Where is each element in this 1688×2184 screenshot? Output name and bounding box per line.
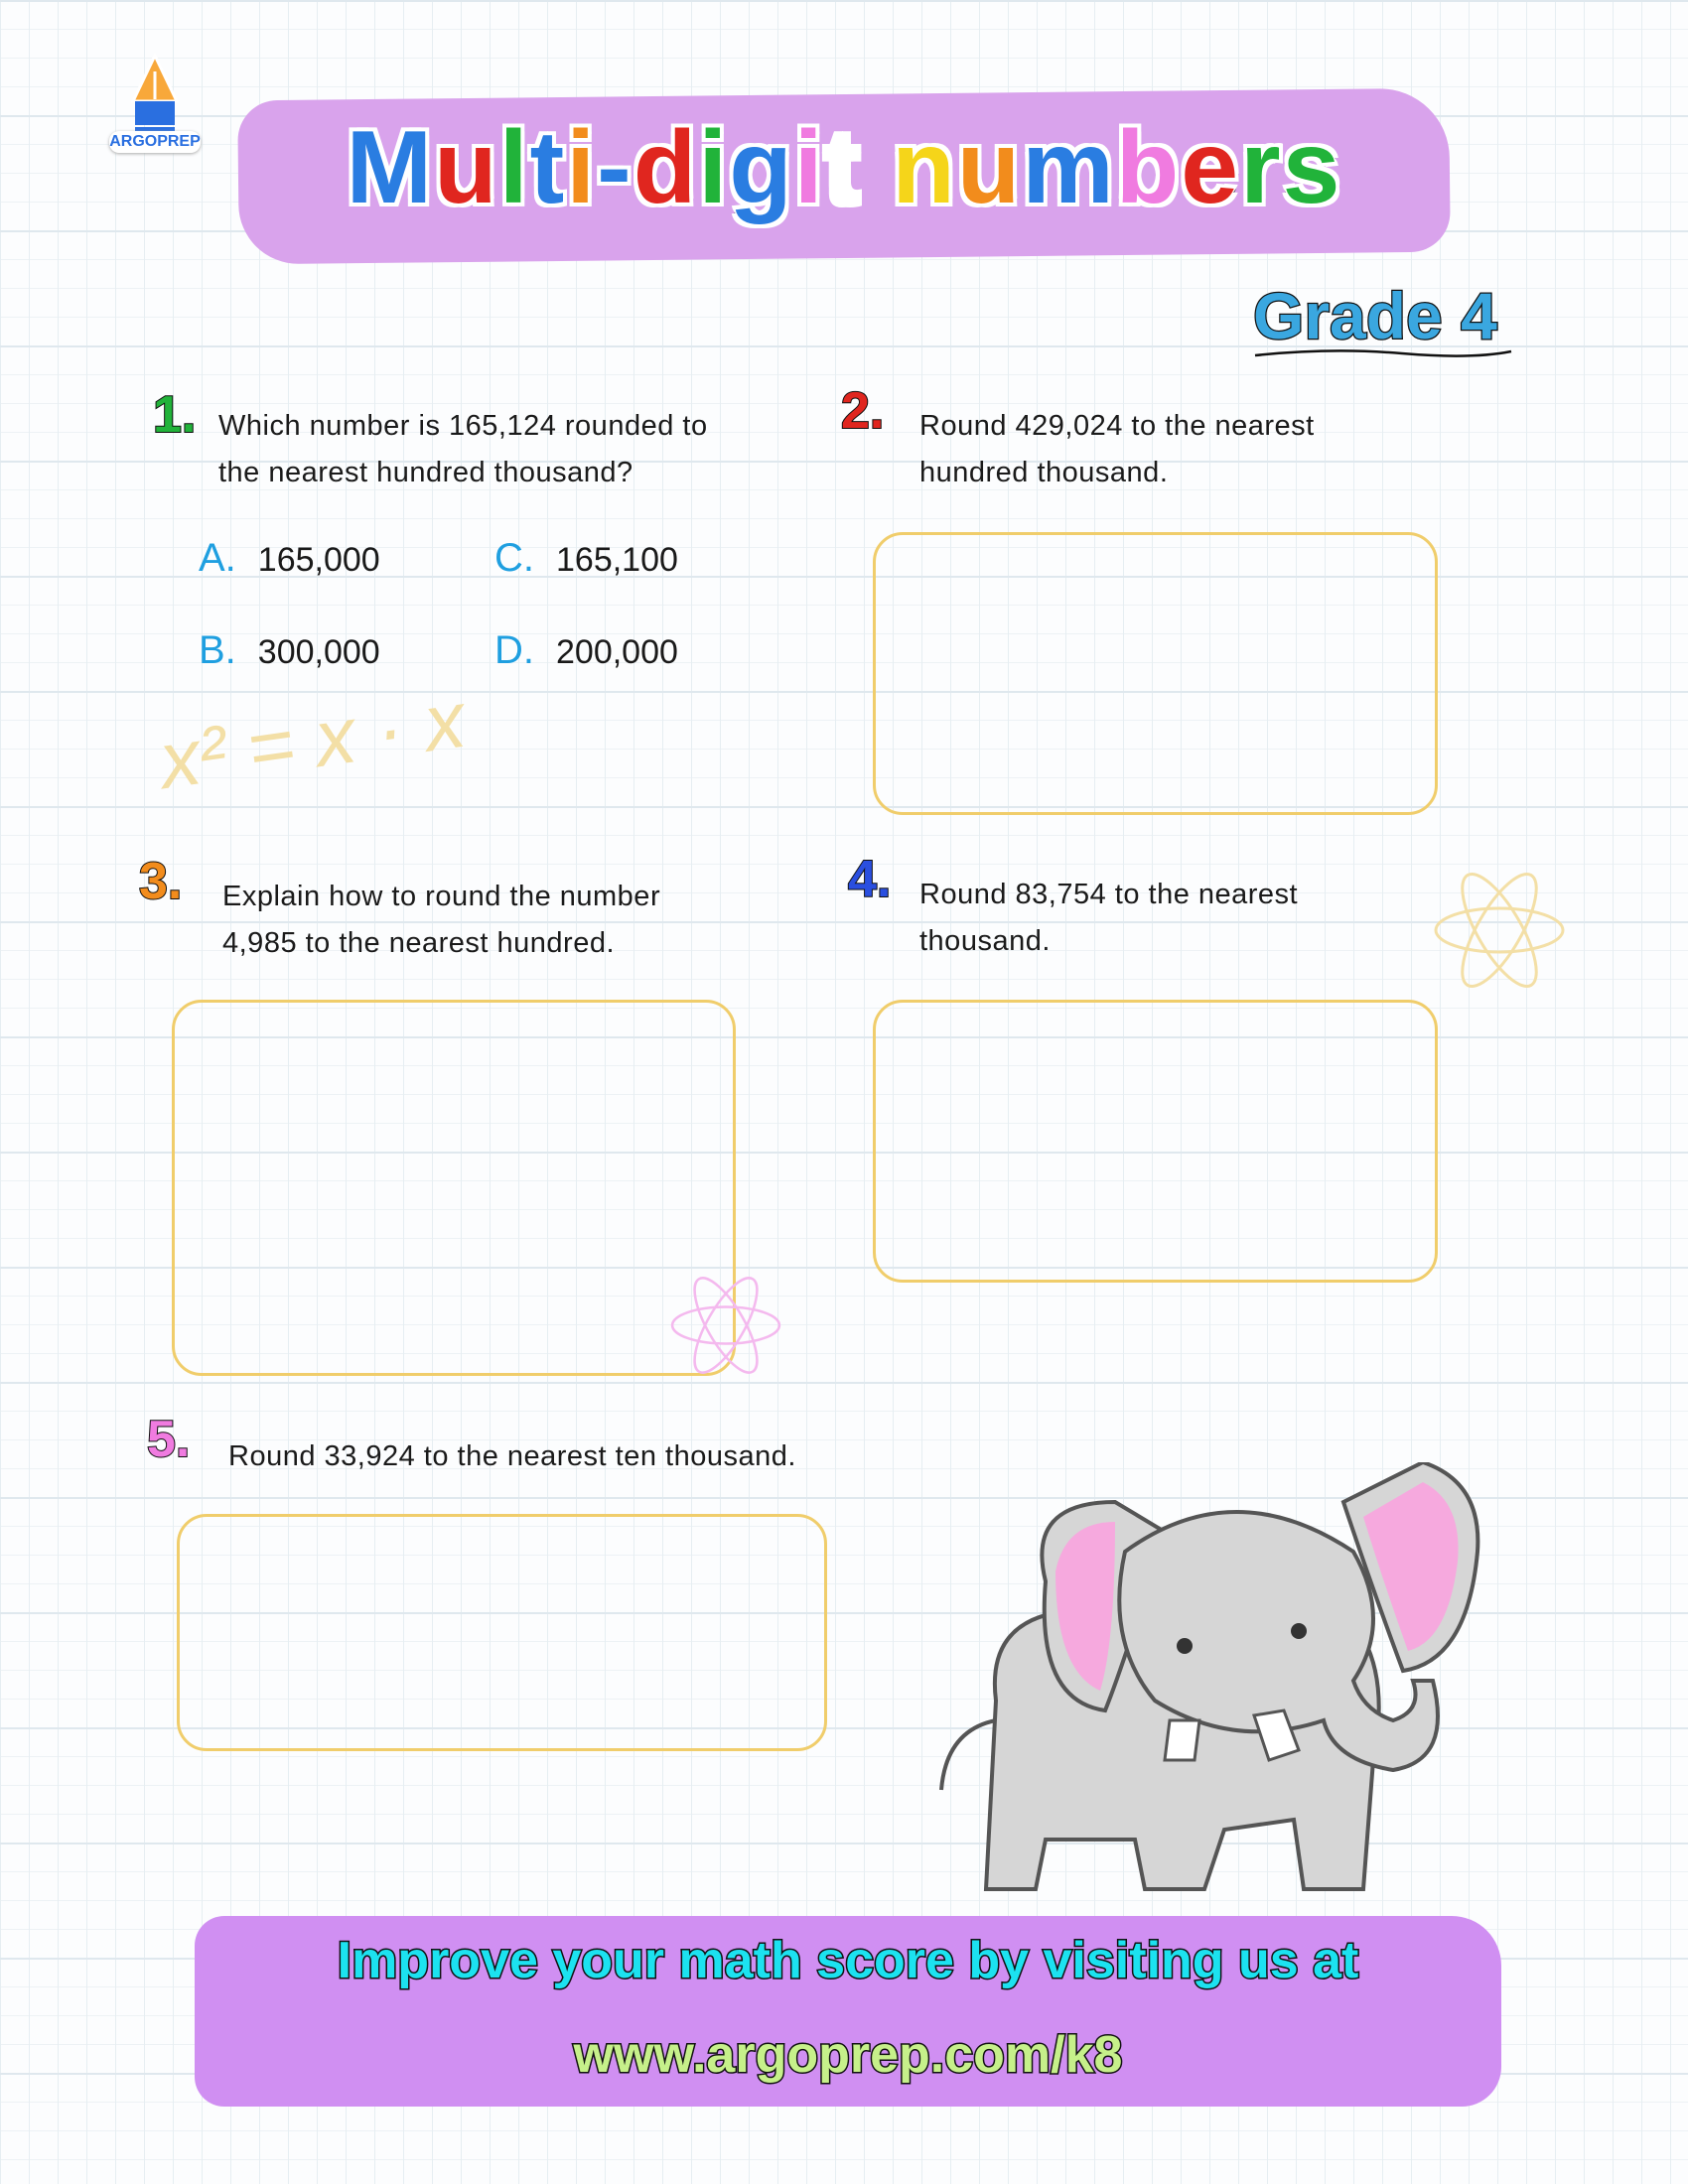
title-letter: g [729, 110, 794, 225]
question-line: Explain how to round the number [222, 881, 661, 912]
question-2-number: 2. [841, 382, 885, 440]
title-letter [861, 110, 892, 225]
question-4-number: 4. [848, 851, 892, 908]
title-letter: i [793, 110, 825, 225]
option-letter: B. [199, 628, 236, 672]
grade-underline [1253, 347, 1513, 359]
option-letter: C. [494, 536, 534, 580]
option-letter: A. [199, 536, 236, 580]
question-1-number: 1. [153, 386, 197, 444]
question-4-text [919, 872, 1298, 965]
question-line: Round 429,024 to the nearest [919, 410, 1315, 442]
title-letter: m [1022, 110, 1116, 225]
question-line: thousand. [919, 925, 1051, 957]
answer-box-2[interactable] [873, 532, 1438, 815]
title-letter: r [1240, 110, 1283, 225]
question-line: the nearest hundred thousand? [218, 457, 633, 488]
option-value: 300,000 [257, 633, 380, 671]
page-title [238, 109, 1450, 227]
question-2-text [919, 403, 1315, 496]
footer-text: Improve your math score by visiting us at [337, 1932, 1359, 1989]
answer-box-4[interactable] [873, 1000, 1438, 1283]
title-letter: M [346, 110, 435, 225]
option-value: 165,000 [257, 541, 380, 579]
option-value: 200,000 [556, 633, 678, 671]
title-letter: n [892, 110, 957, 225]
argoprep-logo [103, 52, 207, 163]
question-1-text [218, 403, 708, 496]
title-letter: t [824, 110, 862, 225]
answer-box-5[interactable] [177, 1514, 827, 1751]
option-c[interactable] [494, 536, 678, 581]
title-letter: u [434, 110, 499, 225]
title-letter: b [1115, 110, 1182, 225]
title-letter: e [1181, 110, 1241, 225]
title-letter: l [498, 110, 530, 225]
title-letter: t [529, 110, 567, 225]
footer-link[interactable]: www.argoprep.com/k8 [573, 2026, 1123, 2084]
question-line: Round 83,754 to the nearest [919, 879, 1299, 910]
answer-box-3[interactable] [172, 1000, 736, 1376]
option-value: 165,100 [556, 541, 678, 579]
option-letter: D. [494, 628, 534, 672]
logo-text: ARGOPREP [109, 131, 201, 153]
question-line: Which number is 165,124 rounded to [218, 410, 708, 442]
question-5-text [228, 1433, 796, 1480]
elephant-illustration [926, 1462, 1515, 1894]
question-line: Round 33,924 to the nearest ten thousand. [228, 1440, 796, 1472]
title-letter: u [956, 110, 1023, 225]
question-3-number: 3. [139, 853, 183, 910]
option-a[interactable] [199, 536, 380, 581]
title-letter: i [698, 110, 730, 225]
pen-nib-icon [103, 52, 207, 141]
grade-label: Grade 4 [1253, 279, 1497, 352]
question-5-number: 5. [147, 1411, 191, 1468]
title-letter: d [633, 110, 699, 225]
question-line: 4,985 to the nearest hundred. [222, 927, 616, 959]
option-b[interactable] [199, 628, 380, 673]
question-3-text [222, 874, 660, 967]
title-letter: s [1282, 110, 1342, 225]
formula-doodle: x² = x · x [154, 674, 471, 806]
atom-doodle-icon [1430, 866, 1569, 995]
atom-doodle-icon [667, 1271, 784, 1380]
title-letter: i [566, 110, 598, 225]
title-letter: - [597, 110, 633, 225]
question-line: hundred thousand. [919, 457, 1169, 488]
option-d[interactable] [494, 628, 678, 673]
